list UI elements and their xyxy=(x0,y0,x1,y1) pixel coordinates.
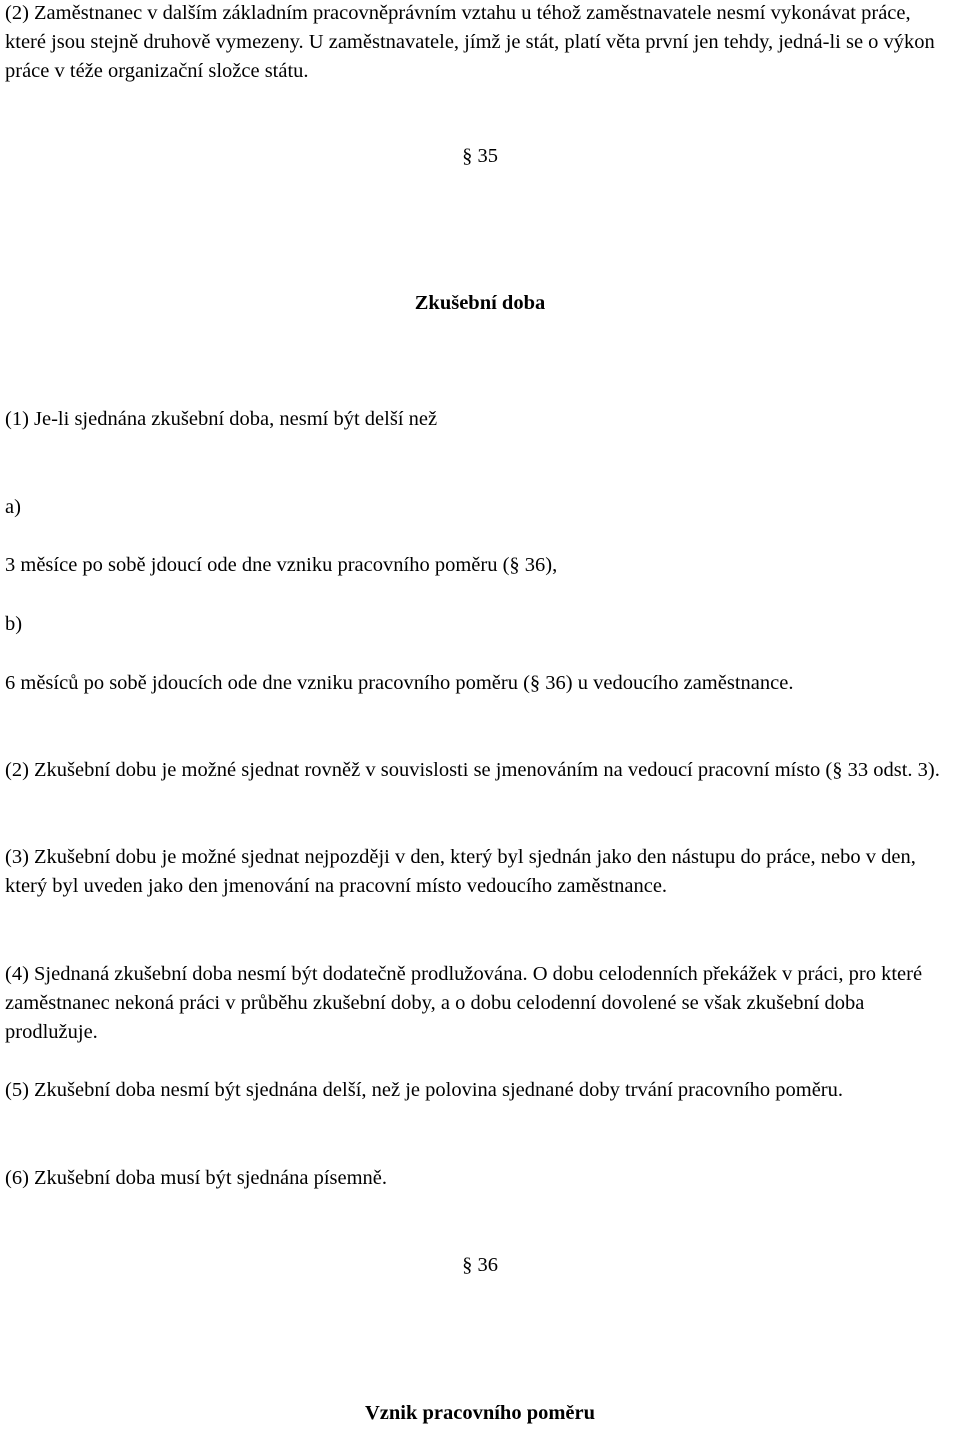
item-a-label: a) xyxy=(5,496,21,518)
section-35-paragraph-5: (5) Zkušební doba nesmí být sjednána delší, než je polovina sjednané doby trvání pracovního poměru. xyxy=(5,1079,844,1101)
intro-paragraph: (2) Zaměstnanec v dalším základním pracovněprávním vztahu u téhož zaměstnavatele nesmí vykonávat práce, které jsou stejně druhově vymezeny. U zaměstnavatele, jímž je stát, platí věta první jen tehdy, jedná-li se o výkon práce v téže organizační složce státu. xyxy=(5,2,935,82)
section-36-number: § 36 xyxy=(462,1254,498,1276)
section-35-paragraph-3: (3) Zkušební dobu je možné sjednat nejpozději v den, který byl sjednán jako den nástupu do práce, nebo v den, který byl uveden jako den jmenování na pracovní místo vedoucího zaměstnance. xyxy=(5,846,916,897)
item-b-text: 6 měsíců po sobě jdoucích ode dne vzniku pracovního poměru (§ 36) u vedoucího zaměstnance. xyxy=(5,672,794,694)
section-36-title: Vznik pracovního poměru xyxy=(364,1402,596,1424)
section-35-paragraph-6: (6) Zkušební doba musí být sjednána písemně. xyxy=(5,1167,388,1189)
section-35-paragraph-4: (4) Sjednaná zkušební doba nesmí být dodatečně prodlužována. O dobu celodenních překážek v práci, pro které zaměstnanec nekoná práci v průběhu zkušební doby, a o dobu celodenní dovolené se však zkušební doba prodlužuje. xyxy=(5,963,923,1043)
section-35-paragraph-2: (2) Zkušební dobu je možné sjednat rovněž v souvislosti se jmenováním na vedoucí pracovní místo (§ 33 odst. 3). xyxy=(5,759,940,781)
item-b-label: b) xyxy=(5,613,23,635)
section-35-title: Zkušební doba xyxy=(414,292,546,314)
item-a-text: 3 měsíce po sobě jdoucí ode dne vzniku pracovního poměru (§ 36), xyxy=(5,554,558,576)
section-35-paragraph-1: (1) Je-li sjednána zkušební doba, nesmí být delší než xyxy=(5,408,438,430)
section-35-number: § 35 xyxy=(462,145,498,167)
